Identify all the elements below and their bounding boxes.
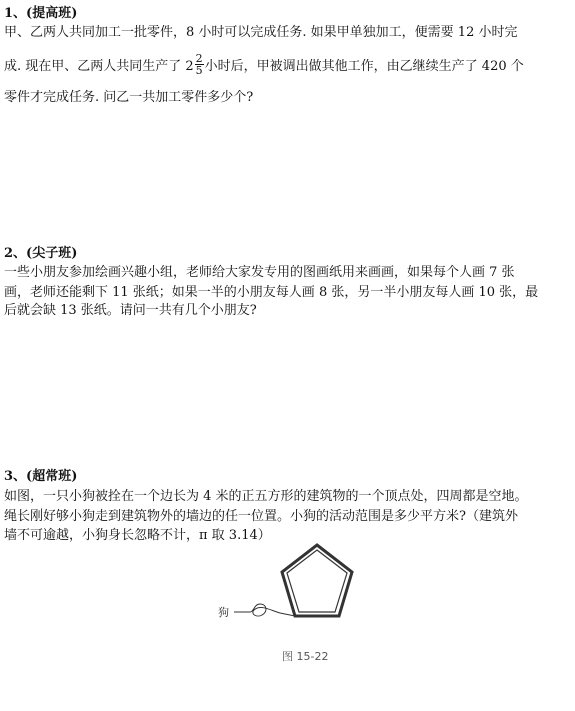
- problem1-heading: 1、(提高班): [4, 6, 78, 21]
- problem2-line3: 后就会缺 13 张纸。请问一共有几个小朋友?: [4, 303, 257, 318]
- pentagon-inner-wall: [287, 550, 347, 612]
- problem1-line2-before: 成. 现在甲、乙两人共同生产了 2: [4, 59, 194, 74]
- fraction-denominator: 5: [195, 64, 203, 77]
- problem1-line2-after: 小时后，甲被调出做其他工作，由乙继续生产了 420 个: [204, 59, 524, 74]
- problem3-heading: 3、(超常班): [4, 469, 78, 484]
- problem3-line2: 绳长刚好够小狗走到建筑物外的墙边的任一位置。小狗的活动范围是多少平方米?（建筑外: [4, 509, 518, 524]
- problem1-line3: 零件才完成任务. 问乙一共加工零件多少个?: [4, 90, 254, 105]
- problem2-line2: 画，老师还能剩下 11 张纸；如果一半的小朋友每人画 8 张，另一半小朋友每人画 10 张，最: [4, 285, 539, 300]
- problem2-heading: 2、(尖子班): [4, 246, 78, 261]
- pentagon-diagram: [210, 540, 370, 650]
- pentagon-outer-wall: [282, 545, 352, 616]
- fraction-numerator: 2: [195, 52, 203, 65]
- figure-caption: 图 15-22: [282, 650, 329, 663]
- problem1-line2: [4, 52, 524, 78]
- mixed-number-fraction: [195, 53, 204, 76]
- problem3-line1: 如图，一只小狗被拴在一个边长为 4 米的正五方形的建筑物的一个顶点处，四周都是空地。: [4, 489, 528, 504]
- problem2-line1: 一些小朋友参加绘画兴趣小组，老师给大家发专用的图画纸用来画画，如果每个人画 7 张: [4, 265, 515, 280]
- dog-rope: [234, 604, 295, 616]
- problem3-line3: 墙不可逾越，小狗身长忽略不计，π 取 3.14）: [4, 528, 271, 543]
- problem1-line1: 甲、乙两人共同加工一批零件，8 小时可以完成任务. 如果甲单独加工，便需要 12 小时完: [4, 25, 518, 40]
- dog-label: 狗: [218, 606, 229, 619]
